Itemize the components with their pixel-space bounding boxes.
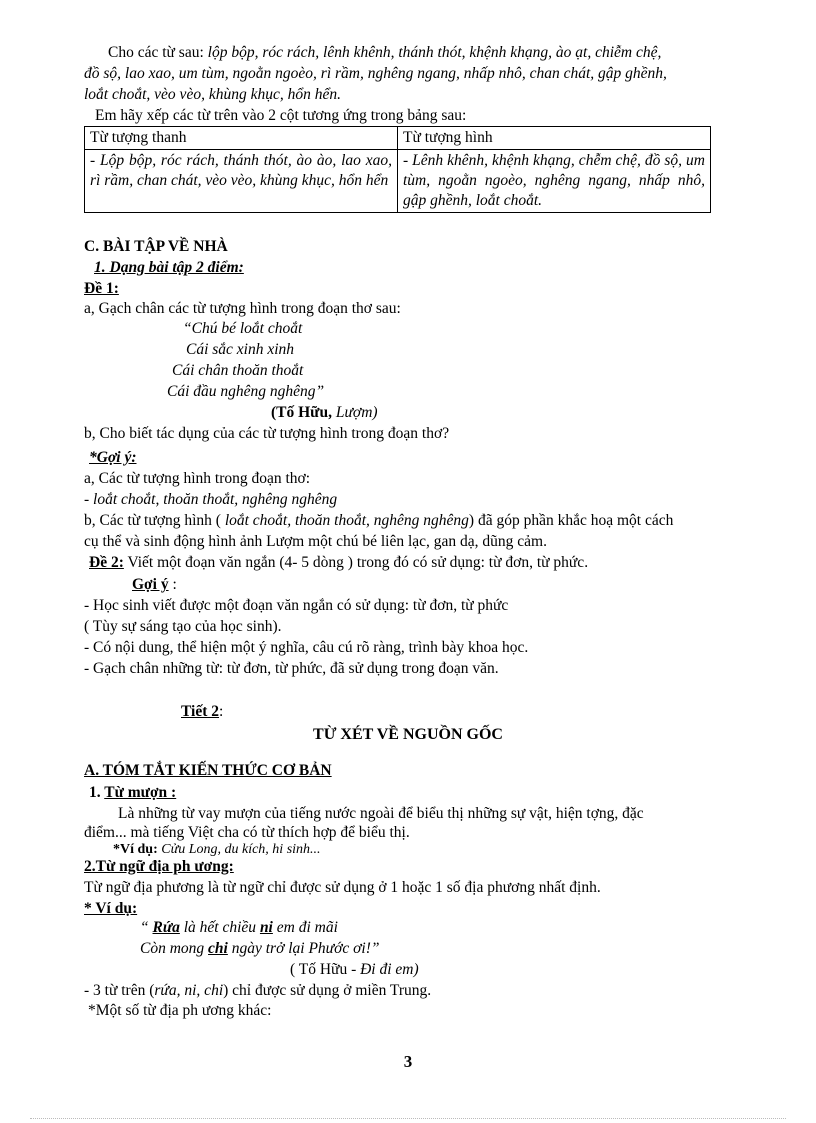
table-cell-onomatopoeia: - Lộp bộp, róc rách, thánh thót, ào ào, lao xao, rì rầm, chan chát, vèo vèo, khùng khục, hổn hển <box>85 150 398 213</box>
lesson-title: TỪ XÉT VỀ NGUỒN GỐC <box>313 726 503 743</box>
hint1-part-b-line2: cụ thể và sinh động hình ảnh Lượm một chú bé liên lạc, gan dạ, dũng cảm. <box>84 533 547 550</box>
poem-line-1: “Chú bé loắt choắt <box>183 320 303 337</box>
poem-line-4: Cái đầu nghêng nghêng” <box>167 383 325 400</box>
dialect-note: - 3 từ trên (rứa, ni, chi) chỉ được sử dụng ở miền Trung. <box>84 982 432 999</box>
item2-heading: 2.Từ ngữ địa ph ương: <box>84 858 234 875</box>
hint1-words: - loắt choắt, thoăn thoắt, nghêng nghêng <box>84 491 338 508</box>
quote-line-1: “ Rứa là hết chiều ni em đi mãi <box>140 919 338 936</box>
item1-line-1: Là những từ vay mượn của tiếng nước ngoài để biểu thị những sự vật, hiện tợng, đặc <box>118 805 644 822</box>
hint1-part-b: b, Các từ tượng hình ( loắt choắt, thoăn thoắt, nghêng nghêng) đã góp phần khắc hoạ một cách <box>84 512 674 529</box>
item1-line-2: điểm... mà tiếng Việt cha có từ thích hợp để biểu thị. <box>84 824 410 841</box>
table-cell-ideophone: - Lênh khênh, khệnh khạng, chễm chệ, đồ sộ, um tùm, ngoằn ngoèo, nghêng ngang, nhấp nhô, gập ghềnh, loắt choắt. <box>398 150 711 213</box>
other-dialects: *Một số từ địa ph ương khác: <box>88 1002 272 1019</box>
de1-part-b: b, Cho biết tác dụng của các từ tượng hình trong đoạn thơ? <box>84 425 450 442</box>
word-table <box>84 126 711 213</box>
intro-line-3: loắt choắt, vèo vèo, khùng khục, hổn hển. <box>84 86 341 103</box>
section-c-title: C. BÀI TẬP VỀ NHÀ <box>84 238 228 255</box>
quote-line-2: Còn mong chi ngày trở lại Phước ơi!” <box>140 940 380 957</box>
quote-source: ( Tố Hữu - Đi đi em) <box>290 961 419 978</box>
de1-part-a: a, Gạch chân các từ tượng hình trong đoạn thơ sau: <box>84 300 401 317</box>
example-2-label: * Ví dụ: <box>84 900 138 917</box>
intro-line-1 <box>108 43 661 63</box>
table-header-row <box>85 127 711 150</box>
hint2-line-2: ( Tùy sự sáng tạo của học sinh). <box>84 618 282 635</box>
table-row <box>85 150 711 213</box>
hint1-label: *Gợi ý: <box>89 449 137 466</box>
de2-label: Đề 2: <box>89 554 124 571</box>
footer-divider <box>30 1118 786 1119</box>
table-header-cell: Từ tượng thanh <box>85 127 398 150</box>
page-number: 3 <box>403 1052 413 1071</box>
item2-definition: Từ ngữ địa phương là từ ngữ chỉ được sử dụng ở 1 hoặc 1 số địa phương nhất định. <box>84 879 601 896</box>
poem-source: (Tố Hữu, Lượm) <box>271 404 378 421</box>
poem-line-3: Cái chân thoăn thoắt <box>172 362 304 379</box>
de2: Đề 2: Viết một đoạn văn ngắn (4- 5 dòng ) trong đó có sử dụng: từ đơn, từ phức. <box>89 554 589 571</box>
section-a-title: A. TÓM TẮT KIẾN THỨC CƠ BẢN <box>84 762 332 779</box>
hint2-line-3: - Có nội dung, thể hiện một ý nghĩa, câu cú rõ ràng, trình bày khoa học. <box>84 639 529 656</box>
hint2-label: Gợi ý : <box>132 576 177 593</box>
lesson-label: Tiết 2: <box>181 703 224 720</box>
hint2-line-4: - Gạch chân những từ: từ đơn, từ phức, đã sử dụng trong đoạn văn. <box>84 660 499 677</box>
table-header-cell: Từ tượng hình <box>398 127 711 150</box>
de1-label: Đề 1: <box>84 280 119 297</box>
intro-line-2: đồ sộ, lao xao, um tùm, ngoằn ngoèo, rì rầm, nghêng ngang, nhấp nhô, chan chát, gập ghềnh, <box>84 65 667 82</box>
hint2-line-1: - Học sinh viết được một đoạn văn ngắn có sử dụng: từ đơn, từ phức <box>84 597 509 614</box>
example-1: *Ví dụ: Cửu Long, du kích, hi sinh... <box>113 842 321 857</box>
poem-line-2: Cái sắc xinh xinh <box>186 341 295 358</box>
intro-task: Em hãy xếp các từ trên vào 2 cột tương ứng trong bảng sau: <box>95 107 467 124</box>
intro-words-1: lộp bộp, róc rách, lênh khênh, thánh thót, khệnh khạng, ào ạt, chiễm chệ, <box>207 44 662 61</box>
item1-heading: 1. Từ mượn : <box>89 784 177 801</box>
intro-lead: Cho các từ sau: <box>108 44 208 61</box>
section-c-subtitle: 1. Dạng bài tập 2 điểm: <box>94 259 244 276</box>
hint1-part-a: a, Các từ tượng hình trong đoạn thơ: <box>84 470 311 487</box>
